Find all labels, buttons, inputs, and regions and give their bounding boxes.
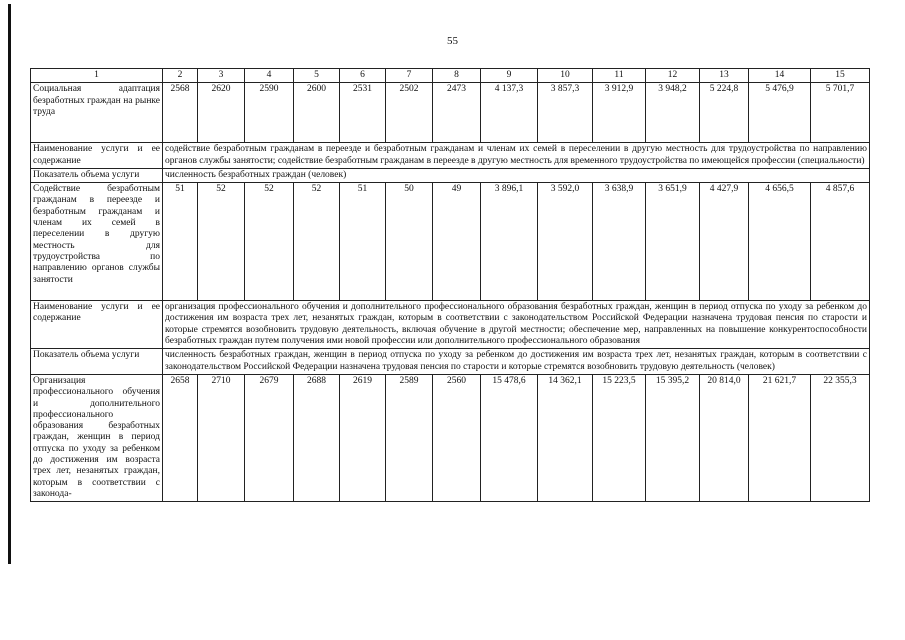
value-cell: 2688 [294,374,340,501]
table-row [31,349,870,375]
service-indicators-table [30,68,870,502]
value-cell: 4 427,9 [700,183,749,301]
table-row [31,374,870,501]
value-cell: 51 [340,183,386,301]
table-row [31,183,870,301]
row-label: Социальная адаптация безработных граждан на рынке труда [31,83,163,143]
column-header: 6 [340,69,386,83]
column-header: 3 [198,69,245,83]
value-cell: 15 223,5 [593,374,646,501]
value-cell: 49 [433,183,481,301]
value-cell: 2473 [433,83,481,143]
value-cell: 3 912,9 [593,83,646,143]
page-number: 55 [447,35,458,47]
value-cell: 2568 [163,83,198,143]
column-header: 1 [31,69,163,83]
column-header: 15 [811,69,870,83]
column-header: 4 [245,69,294,83]
value-cell: 5 476,9 [749,83,811,143]
header-row [31,69,870,83]
value-cell: 3 592,0 [538,183,593,301]
value-cell: 4 137,3 [481,83,538,143]
binding-margin-rule [8,4,11,564]
column-header: 8 [433,69,481,83]
value-cell: 3 857,3 [538,83,593,143]
column-header: 5 [294,69,340,83]
value-cell: 2589 [386,374,433,501]
value-cell: 4 857,6 [811,183,870,301]
value-cell: 2600 [294,83,340,143]
value-cell: 5 224,8 [700,83,749,143]
value-cell: 3 638,9 [593,183,646,301]
column-header: 10 [538,69,593,83]
value-cell: 5 701,7 [811,83,870,143]
row-label: Содействие безработным гражданам в переезде и безработным гражданам и членам их семей в переселении в другую местность для трудоустройства по направлению органов службы занятости [31,183,163,301]
value-cell: 21 621,7 [749,374,811,501]
service-description: организация профессионального обучения и дополнительного профессионального образования безработных граждан, женщин в период отпуска по уходу за ребенком до достижения им возраста трех лет, незанятых граждан, которым в соответствии с законодательством Российской Федерации назначена трудовая пенсия по старости и которые стремятся возобновить трудовую деятельность, включая обучение в другой местности; обеспечение мер, направленных на повышение конкурентоспособности безработных граждан путем получения ими новой профессии или дополнительного профессионального образования [163,301,870,349]
table-row [31,143,870,169]
value-cell: 2658 [163,374,198,501]
value-cell: 20 814,0 [700,374,749,501]
service-description: содействие безработным гражданам в переезде и безработным гражданам и членам их семей в переселении в другую местность для трудоустройства по направлению органов службы занятости; содействие безработным гражданам в переезде в другую местность для временного трудоустройства по имеющейся профессии (специальности) [163,143,870,169]
value-cell: 2531 [340,83,386,143]
column-header: 11 [593,69,646,83]
value-cell: 51 [163,183,198,301]
value-cell: 14 362,1 [538,374,593,501]
value-cell: 2590 [245,83,294,143]
value-cell: 52 [198,183,245,301]
column-header: 13 [700,69,749,83]
value-cell: 22 355,3 [811,374,870,501]
value-cell: 3 651,9 [646,183,700,301]
row-label: Показатель объема услуги [31,349,163,375]
table-row [31,301,870,349]
value-cell: 2502 [386,83,433,143]
value-cell: 2560 [433,374,481,501]
column-header: 12 [646,69,700,83]
value-cell: 2620 [198,83,245,143]
value-cell: 52 [245,183,294,301]
table-row [31,168,870,182]
value-cell: 2710 [198,374,245,501]
table-row [31,83,870,143]
row-label: Организация профессионального обучения и дополнительного профессионального образования безработных граждан, женщин в период отпуска по уходу за ребенком до достижения им возраста трех лет, незанятых граждан, которым в соответствии с законода- [31,374,163,501]
value-cell: 3 948,2 [646,83,700,143]
value-cell: 15 478,6 [481,374,538,501]
column-header: 14 [749,69,811,83]
value-cell: 15 395,2 [646,374,700,501]
value-cell: 50 [386,183,433,301]
volume-indicator: численность безработных граждан, женщин в период отпуска по уходу за ребенком до достижения им возраста трех лет, незанятых граждан, которым в соответствии с законодательством Российской Федерации назначена трудовая пенсия по старости и которые стремятся возобновить трудовую деятельность (человек) [163,349,870,375]
column-header: 2 [163,69,198,83]
column-header: 9 [481,69,538,83]
value-cell: 2679 [245,374,294,501]
volume-indicator: численность безработных граждан (человек) [163,168,870,182]
row-label: Наименование услуги и ее содержание [31,143,163,169]
value-cell: 2619 [340,374,386,501]
value-cell: 4 656,5 [749,183,811,301]
value-cell: 3 896,1 [481,183,538,301]
value-cell: 52 [294,183,340,301]
row-label: Наименование услуги и ее содержание [31,301,163,349]
column-header: 7 [386,69,433,83]
row-label: Показатель объема услуги [31,168,163,182]
